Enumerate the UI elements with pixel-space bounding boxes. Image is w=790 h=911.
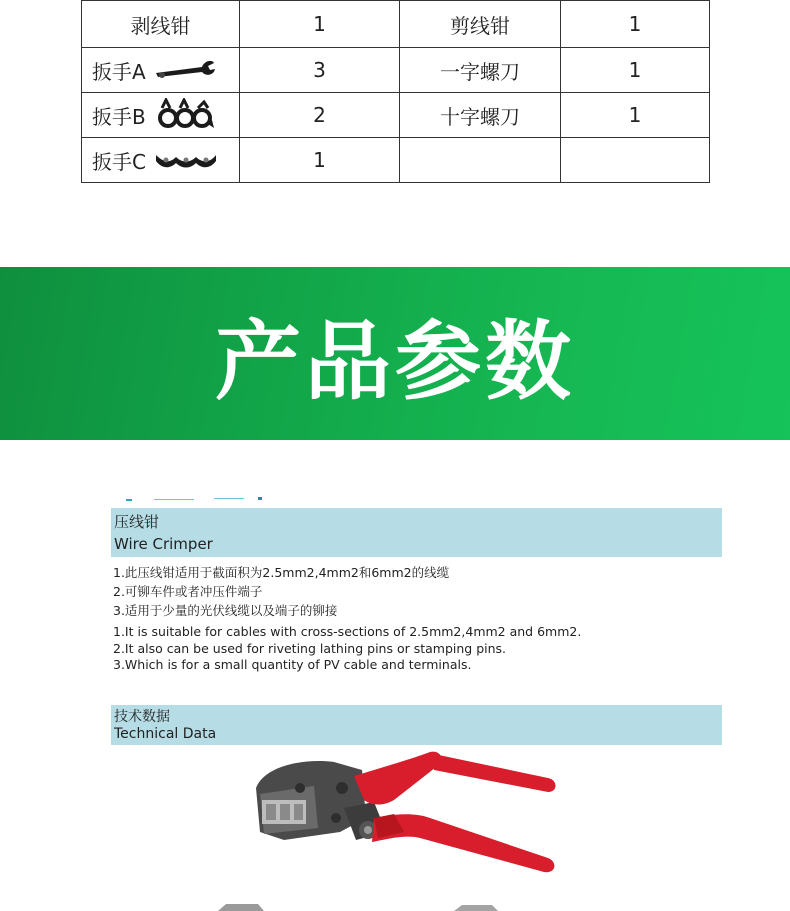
tech-label-cn: 技术数据 — [114, 709, 170, 725]
cell-qty2: 1 — [561, 48, 710, 93]
cell-name — [82, 48, 240, 93]
table-row — [82, 1, 710, 48]
bottom-images-fragment — [0, 900, 790, 911]
cell-qty: 1 — [240, 138, 400, 183]
list-item: 3.Which is for a small quantity of PV cable and terminals. — [113, 657, 472, 672]
product-name-en: Wire Crimper — [114, 535, 213, 553]
cell-qty: 1 — [240, 1, 400, 48]
features-en-list — [113, 624, 581, 674]
part-name: 扳手B — [92, 104, 146, 129]
list-item: 3.适用于少量的光伏线缆以及端子的铆接 — [113, 603, 338, 618]
tech-label-en: Technical Data — [114, 726, 217, 742]
wrench-a-icon — [154, 57, 216, 83]
cell-name2: 一字螺刀 — [400, 48, 561, 93]
features-cn-list — [113, 563, 449, 620]
wire-crimper-image — [244, 748, 564, 878]
product-name-bar — [111, 508, 722, 557]
table-row — [82, 138, 710, 183]
wrench-c-icon — [154, 149, 218, 171]
divider-fragment — [124, 496, 264, 502]
section-banner — [0, 267, 790, 440]
part-name: 剥线钳 — [130, 13, 191, 38]
cell-name — [82, 93, 240, 138]
part-name: 扳手C — [92, 149, 146, 174]
cell-qty2 — [561, 138, 710, 183]
table-row — [82, 48, 710, 93]
list-item: 1.It is suitable for cables with cross-sections of 2.5mm2,4mm2 and 6mm2. — [113, 624, 582, 639]
parts-table — [81, 0, 710, 183]
cell-qty2: 1 — [561, 93, 710, 138]
cell-qty2: 1 — [561, 1, 710, 48]
cell-name — [82, 138, 240, 183]
table-row — [82, 93, 710, 138]
list-item: 2.It also can be used for riveting lathing pins or stamping pins. — [113, 640, 507, 656]
product-name-cn: 压线钳 — [114, 513, 160, 531]
banner-title: 产品参数 — [215, 311, 575, 412]
cell-qty: 2 — [240, 93, 400, 138]
list-item: 2.可铆车件或者冲压件端子 — [113, 584, 263, 599]
tech-data-bar — [111, 705, 722, 745]
part-name: 扳手A — [92, 59, 146, 84]
wrench-b-icon — [154, 98, 216, 132]
cell-name2: 十字螺刀 — [400, 93, 561, 138]
cell-qty: 3 — [240, 48, 400, 93]
cell-name — [82, 1, 240, 48]
cell-name2 — [400, 138, 561, 183]
list-item: 1.此压线钳适用于截面积为2.5mm2,4mm2和6mm2的线缆 — [113, 565, 450, 580]
cell-name2: 剪线钳 — [400, 1, 561, 48]
